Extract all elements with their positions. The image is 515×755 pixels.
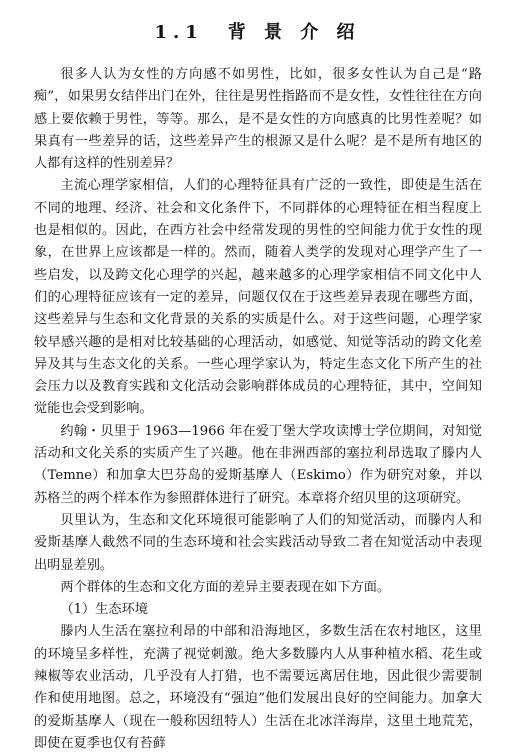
subsection-heading: （1）生态环境	[60, 602, 148, 618]
paragraph: 很多人认为女性的方向感不如男性，比如，很多女性认为自己是“路痴”，如果男女结伴出门在外，往往是男性指路而不是女性，女性往往在方向感上要依赖于男性，等等。那么，是不是女性的方向感真的比男性差呢？如果真有一些差异的话，这些差异产生的根源又是什么呢？是不是所有地区的人都有这样的性别差异？	[34, 67, 482, 172]
paragraph: 滕内人生活在塞拉利昂的中部和沿海地区，多数生活在农村地区，这里的环境呈多样性，充满了视觉刺激。绝大多数滕内人从事种植水稻、花生或辣椒等农业活动，几乎没有人打猎，也不需要远离居住地，因此很少需要制作和使用地图。总之，环境没有“强迫”他们发展出良好的空间能力。加拿大的爱斯基摩人（现在一般称因纽特人）生活在北冰洋海岸，这里土地荒芜，即使在夏季也仅有苔藓	[34, 624, 482, 751]
paragraph: 贝里认为，生态和文化环境很可能影响了人们的知觉活动，而滕内人和爱斯基摩人截然不同的生态环境和社会实践活动导致二者在知觉活动中表现出明显差别。	[34, 512, 482, 573]
paragraph: 约翰・贝里于 1963—1966 年在爱丁堡大学攻读博士学位期间，对知觉活动和文化关系的实质产生了兴趣。他在非洲西部的塞拉利昂选取了滕内人（Temne）和加拿大巴芬岛的爱斯基摩人（Eskimo）作为研究对象，并以苏格兰的两个样本作为参照群体进行了研究。本章将介绍贝里的这项研究。	[34, 423, 482, 506]
paragraph: 两个群体的生态和文化方面的差异主要表现在如下方面。	[60, 579, 391, 595]
body-text	[34, 64, 482, 755]
paragraph: 主流心理学家相信，人们的心理特征具有广泛的一致性，即使是生活在不同的地理、经济、社会和文化条件下，不同群体的心理特征在相当程度上也是相似的。因此，在西方社会中经常发现的男性的空间能力优于女性的现象，在世界上应该都是一样的。然而，随着人类学的发现对心理学产生了一些启发，以及跨文化心理学的兴起，越来越多的心理学家相信不同文化中人们的心理特征应该有一定的差异，问题仅仅在于这些差异表现在哪些方面，这些差异与生态和文化背景的关系的实质是什么。对于这些问题，心理学家较早感兴趣的是相对比较基础的心理活动，如感觉、知觉等活动的跨文化差异及其与生态文化的关系。一些心理学家认为，特定生态文化下所产生的社会压力以及教育实践和文化活动会影响群体成员的心理特征，其中，空间知觉能也会受到影响。	[34, 178, 482, 417]
section-title: 1.1 背 景 介 绍	[154, 22, 361, 43]
